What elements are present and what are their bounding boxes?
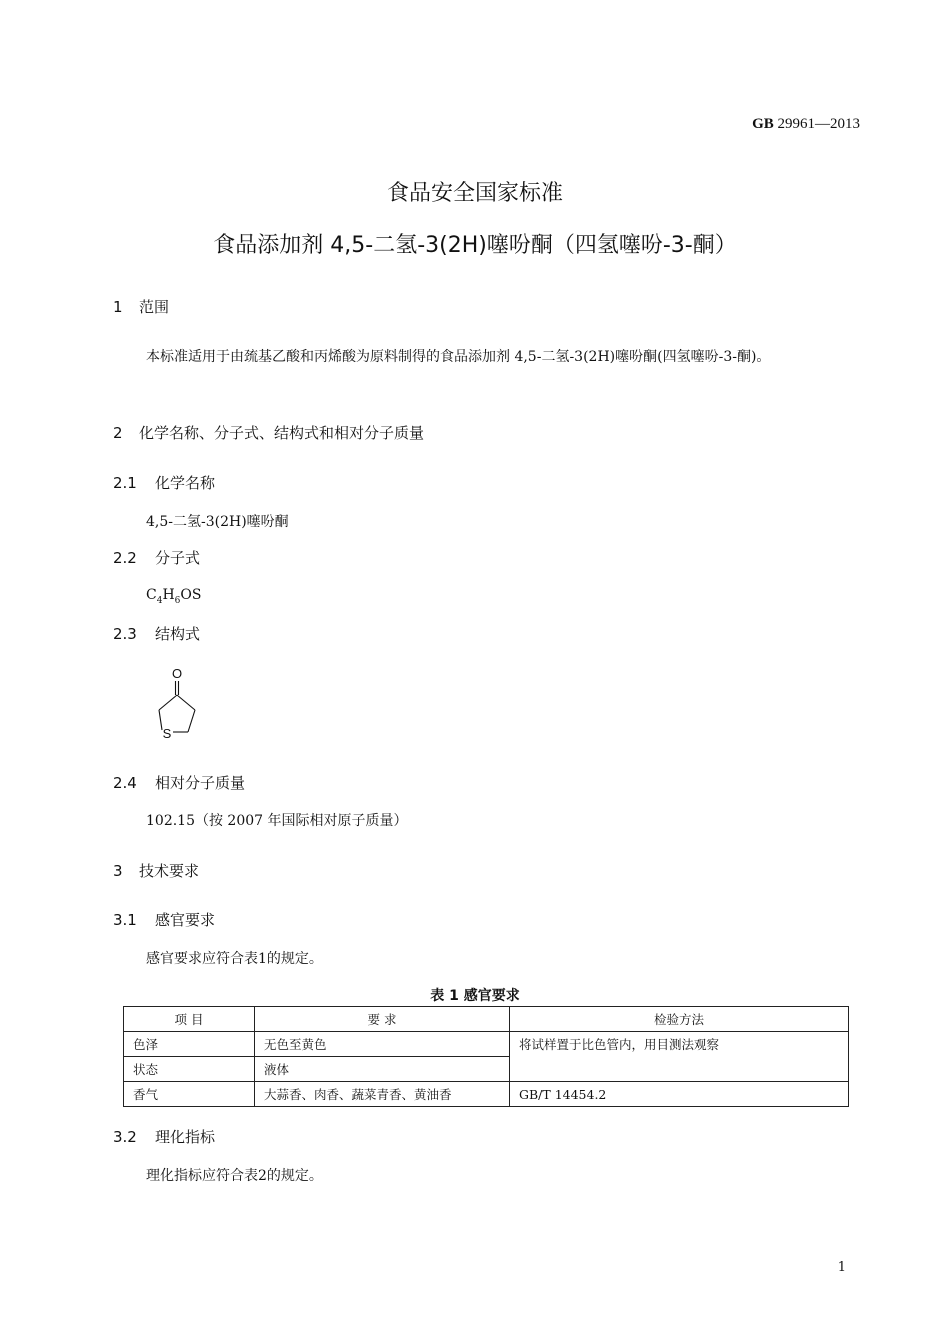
table-cell: 液体 bbox=[255, 1057, 510, 1082]
table-cell: 无色至黄色 bbox=[255, 1032, 510, 1057]
section-title: 理化指标 bbox=[155, 1128, 216, 1146]
column-header: 项 目 bbox=[124, 1007, 255, 1032]
section-2-heading bbox=[113, 422, 424, 443]
column-header: 检验方法 bbox=[510, 1007, 849, 1032]
section-number: 2.2 bbox=[113, 549, 137, 567]
section-2-4-heading bbox=[113, 772, 245, 793]
section-number: 2.3 bbox=[113, 625, 137, 643]
table-cell: 大蒜香、肉香、蔬菜青香、黄油香 bbox=[255, 1082, 510, 1107]
standard-code: 29961—2013 bbox=[773, 116, 860, 132]
table-caption: 表 1 感官要求 bbox=[430, 988, 520, 1004]
section-2-3-heading bbox=[113, 623, 200, 644]
table-header-row bbox=[124, 1007, 849, 1032]
table-cell: GB/T 14454.2 bbox=[510, 1082, 849, 1107]
physicochemical-requirement-text: 理化指标应符合表2的规定。 bbox=[146, 1168, 323, 1184]
sulfur-atom-label: S bbox=[162, 726, 172, 741]
table-cell: 状态 bbox=[124, 1057, 255, 1082]
document-subtitle: 食品添加剂 4,5-二氢-3(2H)噻吩酮（四氢噻吩-3-酮） bbox=[213, 233, 737, 258]
section-number: 2.1 bbox=[113, 474, 137, 492]
section-3-heading bbox=[113, 860, 199, 881]
standard-number bbox=[752, 116, 860, 133]
section-title: 化学名称、分子式、结构式和相对分子质量 bbox=[139, 424, 425, 442]
section-title: 技术要求 bbox=[139, 862, 200, 880]
molecular-formula: $C_4H_6OS$ bbox=[146, 587, 202, 606]
sensory-requirements-table bbox=[123, 1006, 849, 1107]
standard-prefix: GB bbox=[752, 116, 774, 132]
molecular-weight: 102.15（按 2007 年国际相对原子质量） bbox=[146, 813, 408, 829]
table-cell: 色泽 bbox=[124, 1032, 255, 1057]
table-row bbox=[124, 1032, 849, 1057]
section-number: 3 bbox=[113, 862, 123, 880]
section-title: 感官要求 bbox=[155, 911, 216, 929]
page-number: 1 bbox=[837, 1260, 846, 1275]
column-header: 要 求 bbox=[255, 1007, 510, 1032]
section-2-2-heading bbox=[113, 547, 200, 568]
section-3-2-heading bbox=[113, 1126, 215, 1147]
section-title: 范围 bbox=[139, 298, 170, 316]
section-title: 化学名称 bbox=[155, 474, 216, 492]
section-title: 结构式 bbox=[155, 625, 201, 643]
chemical-name: 4,5-二氢-3(2H)噻吩酮 bbox=[146, 514, 289, 530]
sensory-requirement-text: 感官要求应符合表1的规定。 bbox=[146, 951, 323, 967]
section-2-1-heading bbox=[113, 472, 215, 493]
table-cell: 将试样置于比色管内，用目测法观察 bbox=[510, 1032, 849, 1082]
oxygen-atom-label: O bbox=[171, 666, 183, 681]
section-number: 1 bbox=[113, 298, 123, 316]
table-cell: 香气 bbox=[124, 1082, 255, 1107]
section-title: 分子式 bbox=[155, 549, 201, 567]
section-number: 2 bbox=[113, 424, 123, 442]
section-number: 3.2 bbox=[113, 1128, 137, 1146]
scope-paragraph: 本标准适用于由巯基乙酸和丙烯酸为原料制得的食品添加剂 4,5-二氢-3(2H)噻吩酮(四氢噻吩-3-酮)。 bbox=[146, 349, 771, 365]
table-row bbox=[124, 1082, 849, 1107]
section-number: 2.4 bbox=[113, 774, 137, 792]
section-1-heading bbox=[113, 296, 169, 317]
document-title: 食品安全国家标准 bbox=[386, 181, 563, 206]
section-number: 3.1 bbox=[113, 911, 137, 929]
section-title: 相对分子质量 bbox=[155, 774, 246, 792]
structural-formula bbox=[148, 666, 208, 748]
section-3-1-heading bbox=[113, 909, 215, 930]
